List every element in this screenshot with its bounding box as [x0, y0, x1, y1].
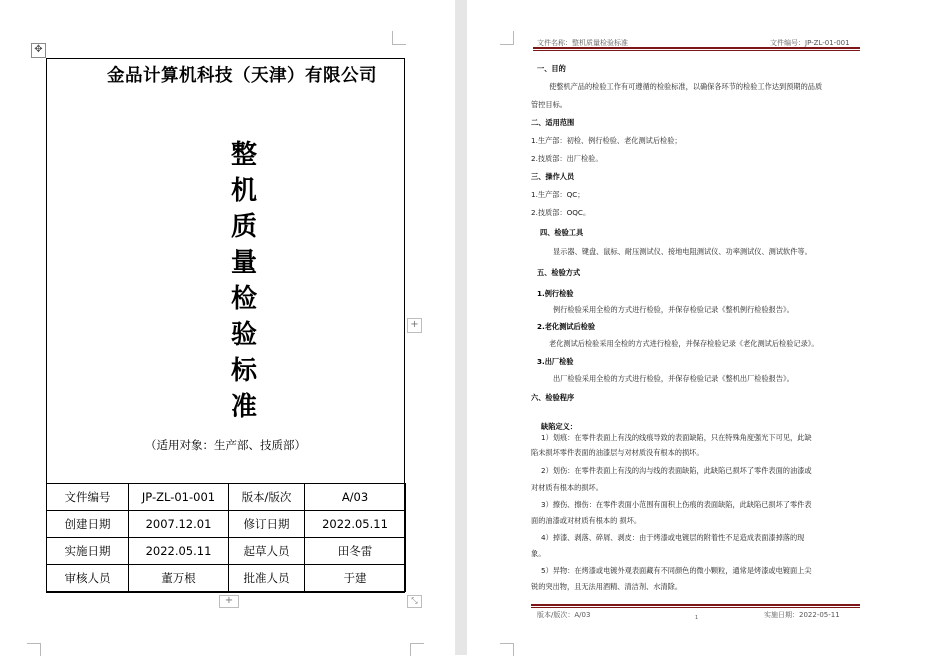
section-heading: 六、检验程序 [531, 393, 575, 402]
table-cell: 版本/版次 [229, 484, 305, 511]
doc-title-char: 准 [230, 392, 257, 422]
body-line: 1）划痕：在零件表面上有浅的线痕导致的表面缺陷，只在特殊角度强光下可见，此缺 [541, 433, 812, 442]
header-rule [533, 50, 860, 51]
section-heading: 三、操作人员 [531, 172, 575, 181]
sub-heading: 3.出厂检验 [537, 357, 574, 366]
scope-text: （适用对象：生产部、技质部） [145, 438, 306, 452]
footer-rule [531, 607, 860, 608]
table-row [47, 565, 406, 592]
table-cell: 文件编号 [47, 484, 129, 511]
table-row [47, 538, 406, 565]
page-separator [455, 0, 467, 655]
footer-rule [531, 604, 860, 606]
table-row [47, 511, 406, 538]
table-row [47, 484, 406, 511]
table-cell: JP-ZL-01-001 [129, 484, 229, 511]
corner-mark [500, 643, 514, 656]
table-cell: 实施日期 [47, 538, 129, 565]
sub-heading: 2.老化测试后检验 [537, 322, 596, 331]
footer-date: 实施日期：2022-05-11 [764, 611, 840, 619]
body-line: 显示器、键盘、鼠标、耐压测试仪、接地电阻测试仪、功率测试仪、测试软件等。 [553, 247, 812, 256]
table-cell: 批准人员 [229, 565, 305, 592]
body-line: 象。 [531, 549, 546, 558]
add-column-button[interactable]: + [407, 318, 422, 333]
section-heading: 二、适用范围 [531, 118, 575, 127]
sub-heading: 1.例行检验 [537, 289, 574, 298]
body-line: 5）异物：在烤漆或电镀外观表面藏有不同颜色的微小颗粒，通常是烤漆或电镀面上尖 [541, 566, 812, 575]
doc-title-char: 标 [230, 356, 257, 386]
corner-mark [410, 643, 424, 656]
table-cell: 审核人员 [47, 565, 129, 592]
table-cell: 2007.12.01 [129, 511, 229, 538]
defect-heading: 缺陷定义： [541, 422, 577, 431]
doc-title-char: 整 [230, 140, 257, 170]
table-cell: 创建日期 [47, 511, 129, 538]
section-heading: 一、目的 [537, 64, 566, 73]
header-doc-name: 文件名称：整机质量检验标准 [537, 39, 628, 47]
body-line: 2）划伤：在零件表面上有浅的沟与线的表面缺陷，此缺陷已损坏了零件表面的油漆或 [541, 466, 812, 475]
body-line: 对材质有根本的损坏。 [531, 483, 603, 492]
corner-mark [500, 31, 514, 45]
body-line: 面的油漆或对材质有根本的 损坏。 [531, 516, 642, 525]
table-move-handle[interactable]: ✥ [31, 43, 46, 58]
table-cell: 2022.05.11 [129, 538, 229, 565]
body-line: 2.技质部：OQC。 [531, 208, 591, 217]
company-name: 金品计算机科技（天津）有限公司 [107, 66, 377, 86]
table-resize-handle[interactable]: ⤡ [407, 595, 422, 608]
header-doc-number: 文件编号：JP-ZL-01-001 [770, 39, 850, 47]
table-cell: 于建 [305, 565, 406, 592]
body-line: 出厂检验采用全检的方式进行检验，并保存检验记录《整机出厂检验报告》。 [553, 374, 794, 383]
body-line: 老化测试后检验采用全检的方式进行检验，并保存检验记录《老化测试后检验记录》。 [549, 339, 819, 348]
table-cell: 起草人员 [229, 538, 305, 565]
body-line: 3）擦伤、擦伤：在零件表面小范围有面积上伤痕的表面缺陷，此缺陷已损坏了零件表 [541, 500, 812, 509]
body-line: 例行检验采用全检的方式进行检验，并保存检验记录《整机例行检验报告》。 [553, 305, 794, 314]
body-line: 1.生产部：QC； [531, 190, 585, 199]
doc-title-char: 机 [230, 176, 257, 206]
doc-title-char: 质 [230, 212, 257, 242]
add-row-button[interactable]: + [219, 595, 239, 608]
table-cell: 2022.05.11 [305, 511, 406, 538]
body-line: 使整机产品的检验工作有可遵循的检验标准，以确保各环节的检验工作达到预期的品质 [549, 82, 823, 91]
table-cell: 田冬雷 [305, 538, 406, 565]
body-line: 2.技质部：出厂检验。 [531, 154, 603, 163]
body-line: 4）掉漆、剥落、碎屑、剥皮：由于烤漆或电镀层的附着性不足造成表面漆掉落的现 [541, 533, 805, 542]
table-cell: 修订日期 [229, 511, 305, 538]
body-line: 管控目标。 [531, 100, 567, 109]
footer-version: 版本/版次：A/03 [537, 611, 591, 619]
footer-page-number: 1 [695, 615, 699, 621]
table-cell: A/03 [305, 484, 406, 511]
section-heading: 五、检验方式 [537, 268, 581, 277]
body-line: 1.生产部：初检、例行检验、老化测试后检验； [531, 136, 682, 145]
doc-info-table [46, 483, 406, 592]
doc-title-char: 量 [230, 248, 257, 278]
body-line: 陷未损坏零件表面的油漆层与对材质没有根本的损坏。 [531, 448, 704, 457]
table-cell: 董万根 [129, 565, 229, 592]
body-line: 锐的突出物，且无法用酒精、清洁剂、水清除。 [531, 582, 682, 591]
doc-title-char: 验 [230, 320, 257, 350]
corner-mark [27, 643, 41, 656]
header-rule [533, 47, 860, 49]
section-heading: 四、检验工具 [540, 228, 584, 237]
corner-mark [392, 31, 406, 45]
doc-title-char: 检 [230, 284, 257, 314]
